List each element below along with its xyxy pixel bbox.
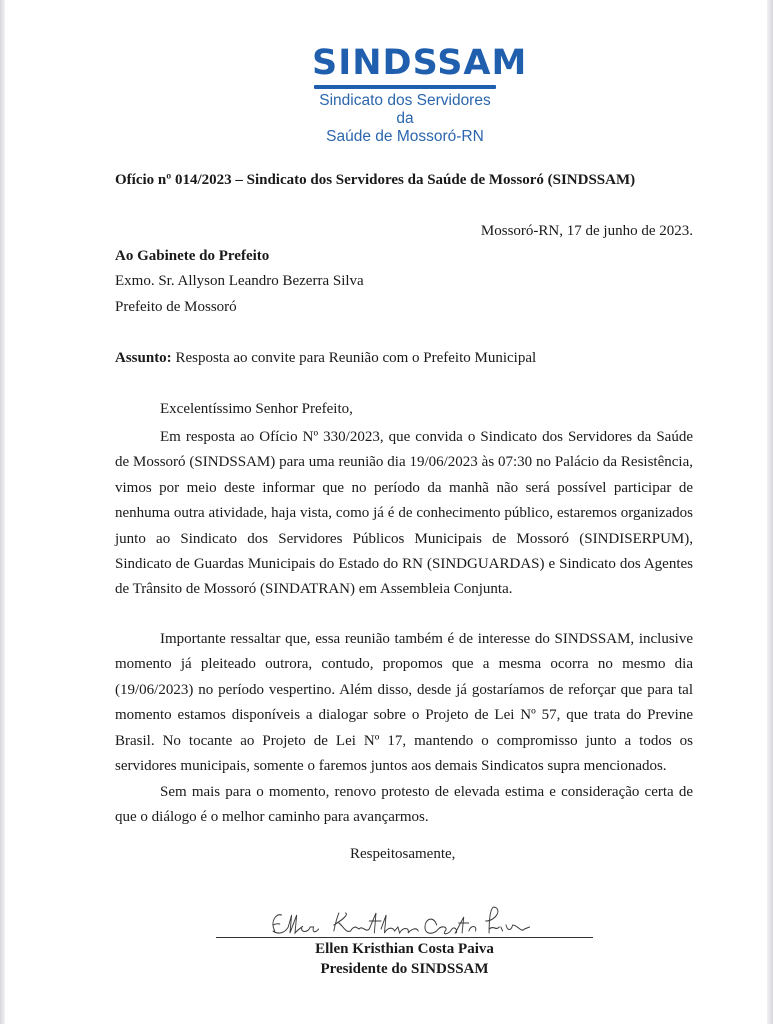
logo-underline <box>314 85 496 89</box>
closing: Respeitosamente, <box>350 846 456 862</box>
paragraph-text: Sem mais para o momento, renovo protesto de elevada estima e consideração certa de que o diálogo é o melhor caminho para avançarmos. <box>115 784 693 826</box>
paragraph-text: Importante ressaltar que, essa reunião também é de interesse do SINDSSAM, inclusive momento já pleiteado outrora, contudo, propomos que a mesma ocorra no mesmo dia (19/06/2023) no período vespertino. Além disso, desde já gostaríamos de reforçar que para tal momento estamos disponíveis a dialogar sobre o Projeto de Lei Nº 57, que trata do Previne Brasil. No tocante ao Projeto de Lei Nº 17, mantendo o compromisso junto a todos os servidores municipais, somente o faremos juntos aos demais Sindicatos supra mencionados. <box>115 631 693 775</box>
body-paragraph-2 <box>115 627 693 779</box>
logo-subtitle-line1: Sindicato dos Servidores da <box>319 92 491 127</box>
subject-label: Assunto: <box>115 350 172 366</box>
logo-subtitle-line2: Saúde de Mossoró-RN <box>326 128 484 145</box>
recipient-office: Ao Gabinete do Prefeito <box>115 248 270 264</box>
document-title: Ofício nº 014/2023 – Sindicato dos Servidores da Saúde de Mossoró (SINDSSAM) <box>115 172 636 188</box>
recipient-title: Prefeito de Mossoró <box>115 299 237 315</box>
subject-line <box>115 346 536 371</box>
sindssam-logo <box>312 43 528 146</box>
handwritten-signature <box>268 903 538 941</box>
signatory-name: Ellen Kristhian Costa Paiva <box>315 941 494 957</box>
logo-wordmark: SINDSSAM <box>312 43 528 83</box>
signature-line <box>216 937 593 938</box>
document-date: Mossoró-RN, 17 de junho de 2023. <box>480 223 693 239</box>
recipient-name: Exmo. Sr. Allyson Leandro Bezerra Silva <box>115 273 364 289</box>
signatory-role: Presidente do SINDSSAM <box>320 961 489 977</box>
page-edge-left <box>0 0 5 1024</box>
body-paragraph-1 <box>115 425 693 603</box>
page-edge-right <box>767 0 773 1024</box>
paragraph-text: Em resposta ao Ofício Nº 330/2023, que convida o Sindicato dos Servidores da Saúde de Mossoró (SINDSSAM) para uma reunião dia 19/06/2023 às 07:30 no Palácio da Resistência, vimos por meio deste informar que no período da manhã não será possível participar de nenhuma outra atividade, haja vista, como já é de conhecimento público, estaremos organizados junto ao Sindicato dos Servidores Públicos Municipais de Mossoró (SINDISERPUM), Sindicato de Guardas Municipais do Estado do RN (SINDGUARDAS) e Sindicato dos Agentes de Trânsito de Mossoró (SINDATRAN) em Assembleia Conjunta. <box>115 429 693 598</box>
salutation: Excelentíssimo Senhor Prefeito, <box>160 401 353 417</box>
subject-text: Resposta ao convite para Reunião com o Prefeito Municipal <box>175 350 537 366</box>
body-paragraph-3 <box>115 780 693 831</box>
